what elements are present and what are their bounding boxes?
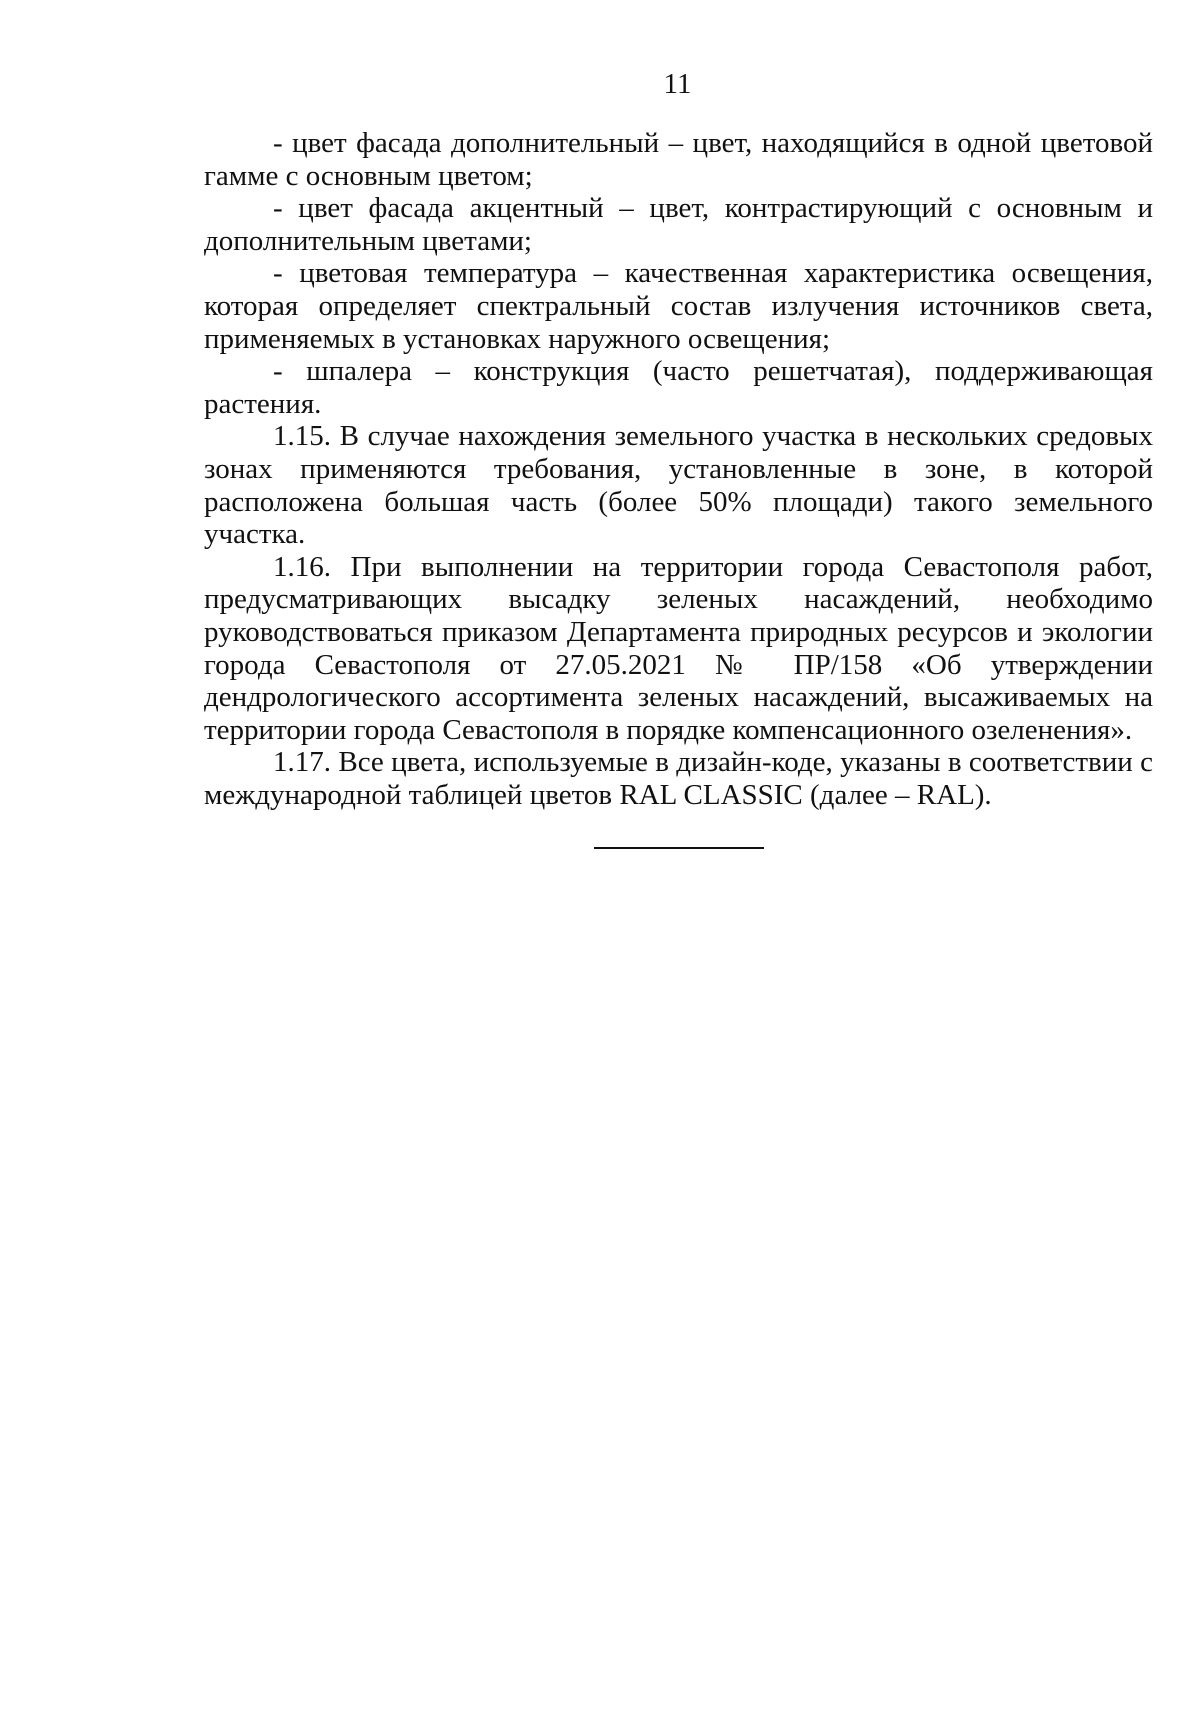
definition-accent-color: - цвет фасада акцентный – цвет, контрастирующий с основным и дополнительным цветами;: [204, 192, 1153, 257]
definition-color-temperature: - цветовая температура – качественная характеристика освещения, которая определяет спектральный состав излучения источников света, применяемых в установках наружного освещения;: [204, 257, 1153, 355]
clause-1-16: 1.16. При выполнении на территории города Севастополя работ, предусматривающих высадку зеленых насаждений, необходимо руководствоваться приказом Департамента природных ресурсов и экологии города Севастополя от 27.05.2021 № ПР/158 «Об утверждении дендрологического ассортимента зеленых насаждений, высаживаемых на территории города Севастополя в порядке компенсационного озеленения».: [204, 550, 1153, 746]
clause-1-15: 1.15. В случае нахождения земельного участка в нескольких средовых зонах применяются требования, установленные в зоне, в которой расположена большая часть (более 50% площади) такого земельного участка.: [204, 420, 1153, 551]
definition-trellis: - шпалера – конструкция (часто решетчатая), поддерживающая растения.: [204, 355, 1153, 420]
page-number: 11: [663, 68, 692, 100]
document-body: [204, 127, 1153, 811]
end-divider-line: [594, 847, 764, 849]
definition-additional-color: - цвет фасада дополнительный – цвет, находящийся в одной цветовой гамме с основным цветом;: [204, 127, 1153, 192]
clause-1-17: 1.17. Все цвета, используемые в дизайн-коде, указаны в соответствии с международной таблицей цветов RAL CLASSIC (далее – RAL).: [204, 746, 1153, 811]
